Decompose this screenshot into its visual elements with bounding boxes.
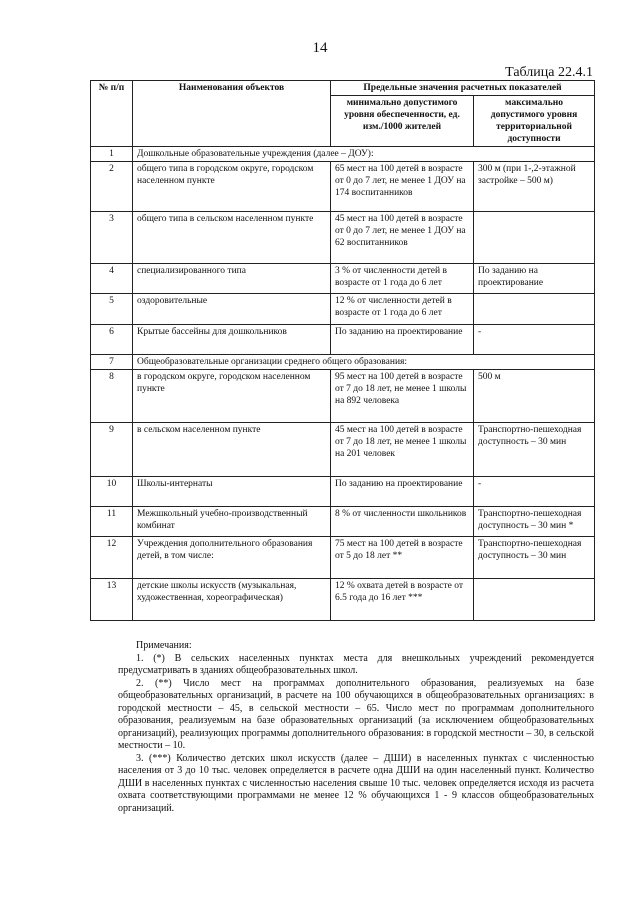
row-max: 500 м <box>474 370 595 423</box>
row-num: 7 <box>91 355 133 370</box>
row-max: - <box>474 325 595 355</box>
row-max <box>474 579 595 621</box>
page-number: 14 <box>312 40 328 56</box>
row-name: оздоровительные <box>133 294 331 325</box>
table-row <box>91 423 595 477</box>
row-name: Межшкольный учебно-производственный комбинат <box>133 507 331 537</box>
row-min: По заданию на проектирование <box>331 325 474 355</box>
row-name: детские школы искусств (музыкальная, художественная, хореографическая) <box>133 579 331 621</box>
row-name: в сельском населенном пункте <box>133 423 331 477</box>
notes-section <box>118 640 594 815</box>
row-num: 1 <box>91 147 133 162</box>
row-max: 300 м (при 1-,2-этажной застройке – 500 м) <box>474 162 595 212</box>
row-num: 5 <box>91 294 133 325</box>
header-num: № п/п <box>91 81 133 147</box>
row-num: 6 <box>91 325 133 355</box>
header-max: максимально допустимого уровня территориальной доступности <box>474 96 595 147</box>
row-num: 8 <box>91 370 133 423</box>
row-num: 13 <box>91 579 133 621</box>
table-row <box>91 507 595 537</box>
row-max: - <box>474 477 595 507</box>
row-min: 3 % от численности детей в возрасте от 1 года до 6 лет <box>331 264 474 294</box>
table-row <box>91 147 595 162</box>
table-row <box>91 325 595 355</box>
row-num: 4 <box>91 264 133 294</box>
row-name: общего типа в городском округе, городском населенном пункте <box>133 162 331 212</box>
table-row <box>91 355 595 370</box>
row-max: Транспортно-пешеходная доступность – 30 мин * <box>474 507 595 537</box>
table-row <box>91 162 595 212</box>
row-name: Школы-интернаты <box>133 477 331 507</box>
row-name: Крытые бассейны для дошкольников <box>133 325 331 355</box>
row-max: По заданию на проектирование <box>474 264 595 294</box>
table-row <box>91 212 595 264</box>
row-min: 65 мест на 100 детей в возрасте от 0 до 7 лет, не менее 1 ДОУ на 174 воспитанников <box>331 162 474 212</box>
row-min: 12 % охвата детей в возрасте от 6.5 года до 16 лет *** <box>331 579 474 621</box>
table-row <box>91 537 595 579</box>
note-item: 3. (***) Количество детских школ искусств (далее – ДШИ) в населенных пунктах с численностью населения от 3 до 10 тыс. человек определяется в расчете одна ДШИ на один населенный пункт. Количество ДШИ в населенных пунктах с численностью населения свыше 10 тыс. человек определяется исходя из расчета охвата соответствующими программами не менее 12 % обучающихся 1 - 9 классов общеобразовательных организаций. <box>118 752 594 814</box>
table-caption: Таблица 22.4.1 <box>505 65 593 80</box>
table-row <box>91 370 595 423</box>
header-min: минимально допустимого уровня обеспеченности, ед. изм./1000 жителей <box>331 96 474 147</box>
table-row <box>91 264 595 294</box>
notes-title: Примечания: <box>136 640 192 651</box>
norms-table <box>90 80 595 621</box>
row-name: Учреждения дополнительного образования детей, в том числе: <box>133 537 331 579</box>
table-header-row <box>91 81 595 96</box>
table-row <box>91 477 595 507</box>
row-num: 2 <box>91 162 133 212</box>
header-limits: Предельные значения расчетных показателей <box>331 81 595 96</box>
row-num: 12 <box>91 537 133 579</box>
row-num: 3 <box>91 212 133 264</box>
row-section: Общеобразовательные организации среднего общего образования: <box>133 355 595 370</box>
row-min: 45 мест на 100 детей в возрасте от 7 до 18 лет, не менее 1 школы на 201 человек <box>331 423 474 477</box>
row-section: Дошкольные образовательные учреждения (далее – ДОУ): <box>133 147 595 162</box>
row-min: 8 % от численности школьников <box>331 507 474 537</box>
row-max <box>474 294 595 325</box>
row-num: 11 <box>91 507 133 537</box>
table-row <box>91 294 595 325</box>
row-min: 75 мест на 100 детей в возрасте от 5 до 18 лет ** <box>331 537 474 579</box>
row-name: специализированного типа <box>133 264 331 294</box>
note-item: 2. (**) Число мест на программах дополнительного образования, реализуемых на базе общеобразовательных организаций, в расчете на 100 обучающихся в общеобразовательных организациях: в городской местности – 45, в сельской местности – 65. Число мест по программам дополнительного образования, реализуемым на базе образовательных организаций (за исключением общеобразовательных организаций), реализующих программы дополнительного образования: в городской местности – 30, в сельской местности – 10. <box>118 677 594 751</box>
row-name: в городском округе, городском населенном пункте <box>133 370 331 423</box>
header-name: Наименования объектов <box>133 81 331 147</box>
row-min: 12 % от численности детей в возрасте от 1 года до 6 лет <box>331 294 474 325</box>
note-item: 1. (*) В сельских населенных пунктах места для внешкольных учреждений рекомендуется предусматривать в зданиях общеобразовательных школ. <box>118 652 594 676</box>
row-min: По заданию на проектирование <box>331 477 474 507</box>
row-min: 95 мест на 100 детей в возрасте от 7 до 18 лет, не менее 1 школы на 892 человека <box>331 370 474 423</box>
row-min: 45 мест на 100 детей в возрасте от 0 до 7 лет, не менее 1 ДОУ на 62 воспитанников <box>331 212 474 264</box>
row-num: 10 <box>91 477 133 507</box>
row-name: общего типа в сельском населенном пункте <box>133 212 331 264</box>
row-num: 9 <box>91 423 133 477</box>
row-max: Транспортно-пешеходная доступность – 30 мин <box>474 423 595 477</box>
row-max <box>474 212 595 264</box>
table-row <box>91 579 595 621</box>
row-max: Транспортно-пешеходная доступность – 30 мин <box>474 537 595 579</box>
